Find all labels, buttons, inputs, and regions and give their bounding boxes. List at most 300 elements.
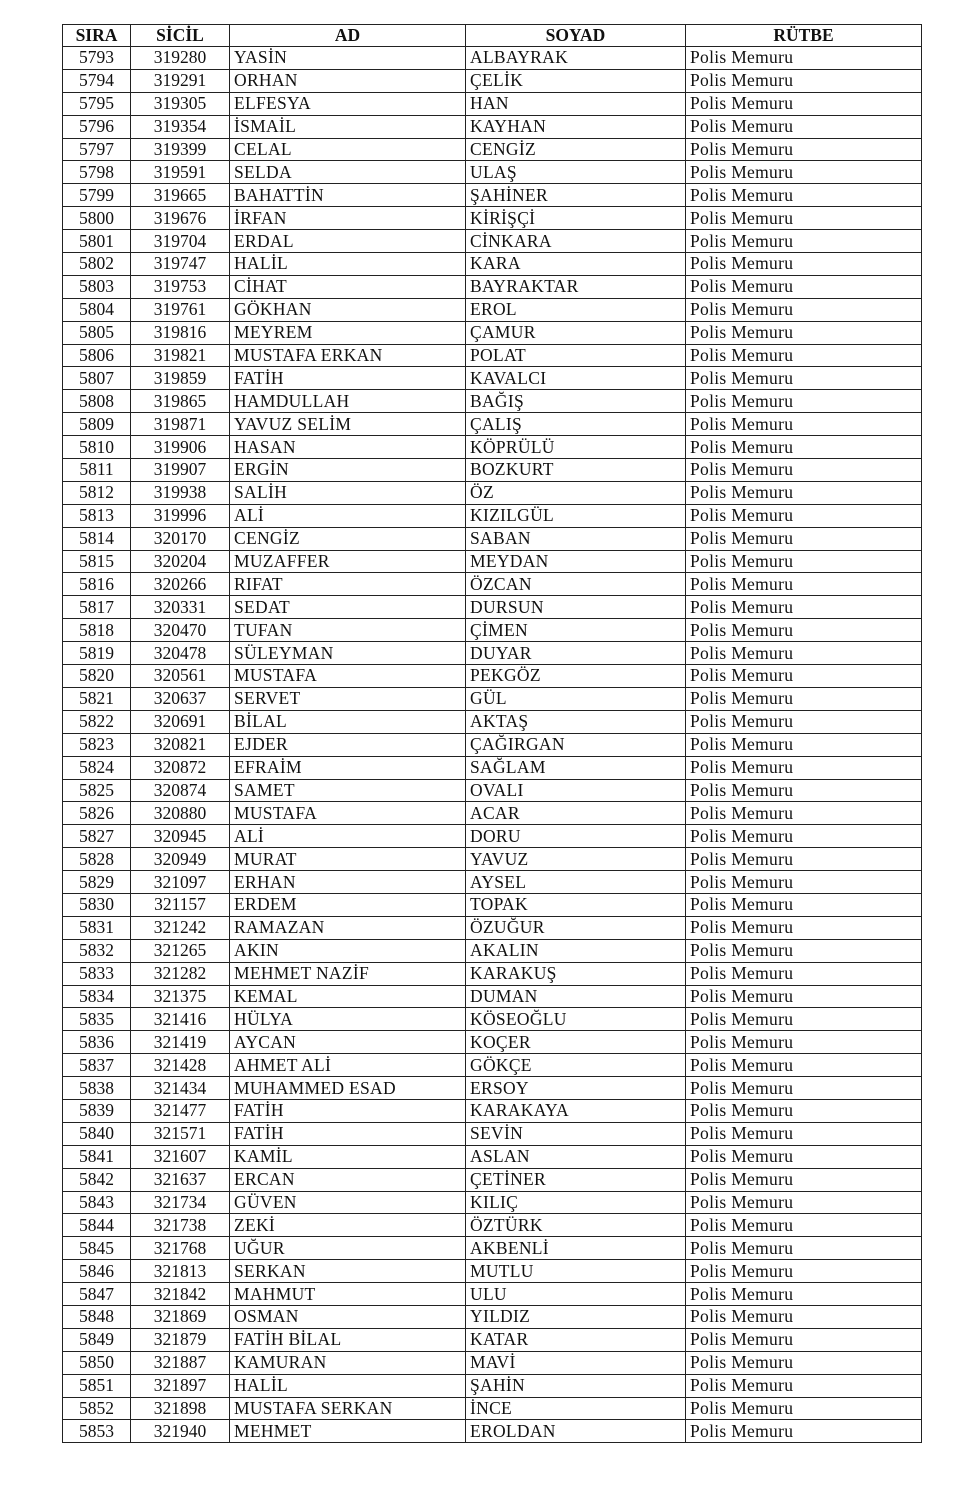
- table-row: [63, 825, 922, 848]
- cell-rutbe: Polis Memuru: [686, 367, 922, 390]
- cell-sicil: 320874: [131, 779, 230, 802]
- table-row: [63, 390, 922, 413]
- cell-ad: İSMAİL: [230, 115, 466, 138]
- cell-rutbe: Polis Memuru: [686, 115, 922, 138]
- cell-sicil: 321887: [131, 1351, 230, 1374]
- cell-sira: 5843: [63, 1191, 131, 1214]
- table-row: [63, 459, 922, 482]
- cell-sira: 5803: [63, 275, 131, 298]
- cell-rutbe: Polis Memuru: [686, 230, 922, 253]
- cell-sicil: 319865: [131, 390, 230, 413]
- cell-sicil: 319761: [131, 298, 230, 321]
- cell-soyad: KAYHAN: [466, 115, 686, 138]
- cell-sicil: 319907: [131, 459, 230, 482]
- cell-ad: AHMET ALİ: [230, 1054, 466, 1077]
- cell-soyad: KÖSEOĞLU: [466, 1008, 686, 1031]
- cell-sicil: 321768: [131, 1237, 230, 1260]
- cell-ad: KAMİL: [230, 1145, 466, 1168]
- cell-ad: HÜLYA: [230, 1008, 466, 1031]
- cell-soyad: İNCE: [466, 1397, 686, 1420]
- cell-rutbe: Polis Memuru: [686, 1214, 922, 1237]
- cell-rutbe: Polis Memuru: [686, 642, 922, 665]
- cell-sira: 5802: [63, 253, 131, 276]
- cell-sira: 5848: [63, 1305, 131, 1328]
- cell-soyad: KARA: [466, 253, 686, 276]
- table-row: [63, 481, 922, 504]
- cell-sira: 5849: [63, 1328, 131, 1351]
- cell-soyad: ÇELİK: [466, 69, 686, 92]
- cell-sira: 5819: [63, 642, 131, 665]
- cell-sira: 5810: [63, 436, 131, 459]
- cell-sicil: 321477: [131, 1099, 230, 1122]
- cell-sicil: 321434: [131, 1077, 230, 1100]
- cell-soyad: MUTLU: [466, 1260, 686, 1283]
- cell-rutbe: Polis Memuru: [686, 275, 922, 298]
- cell-soyad: HAN: [466, 92, 686, 115]
- cell-sicil: 321898: [131, 1397, 230, 1420]
- cell-rutbe: Polis Memuru: [686, 69, 922, 92]
- cell-soyad: ÖZ: [466, 481, 686, 504]
- cell-soyad: MAVİ: [466, 1351, 686, 1374]
- cell-sira: 5816: [63, 573, 131, 596]
- cell-soyad: BOZKURT: [466, 459, 686, 482]
- table-row: [63, 710, 922, 733]
- cell-rutbe: Polis Memuru: [686, 1191, 922, 1214]
- cell-rutbe: Polis Memuru: [686, 1351, 922, 1374]
- table-row: [63, 1099, 922, 1122]
- cell-ad: HALİL: [230, 253, 466, 276]
- table-body: [63, 47, 922, 1443]
- cell-sira: 5822: [63, 710, 131, 733]
- cell-ad: YASİN: [230, 47, 466, 70]
- cell-sira: 5800: [63, 207, 131, 230]
- cell-ad: ERGİN: [230, 459, 466, 482]
- table-row: [63, 985, 922, 1008]
- cell-rutbe: Polis Memuru: [686, 1099, 922, 1122]
- cell-rutbe: Polis Memuru: [686, 344, 922, 367]
- cell-sira: 5836: [63, 1031, 131, 1054]
- table-row: [63, 184, 922, 207]
- cell-rutbe: Polis Memuru: [686, 1397, 922, 1420]
- cell-sira: 5853: [63, 1420, 131, 1443]
- cell-rutbe: Polis Memuru: [686, 1145, 922, 1168]
- cell-sicil: 320872: [131, 756, 230, 779]
- cell-sira: 5831: [63, 916, 131, 939]
- cell-soyad: KARAKUŞ: [466, 962, 686, 985]
- cell-rutbe: Polis Memuru: [686, 825, 922, 848]
- cell-sicil: 320637: [131, 687, 230, 710]
- cell-ad: KAMURAN: [230, 1351, 466, 1374]
- cell-ad: ALİ: [230, 825, 466, 848]
- cell-soyad: YAVUZ: [466, 848, 686, 871]
- cell-rutbe: Polis Memuru: [686, 321, 922, 344]
- table-row: [63, 619, 922, 642]
- table-row: [63, 138, 922, 161]
- cell-soyad: KOÇER: [466, 1031, 686, 1054]
- table-row: [63, 687, 922, 710]
- cell-soyad: PEKGÖZ: [466, 665, 686, 688]
- cell-soyad: KIZILGÜL: [466, 504, 686, 527]
- cell-sira: 5838: [63, 1077, 131, 1100]
- cell-ad: FATİH: [230, 1099, 466, 1122]
- cell-sicil: 320266: [131, 573, 230, 596]
- cell-sira: 5807: [63, 367, 131, 390]
- cell-sira: 5846: [63, 1260, 131, 1283]
- cell-ad: ELFESYA: [230, 92, 466, 115]
- cell-sira: 5828: [63, 848, 131, 871]
- cell-sira: 5818: [63, 619, 131, 642]
- cell-sira: 5804: [63, 298, 131, 321]
- cell-sicil: 319747: [131, 253, 230, 276]
- cell-ad: ERHAN: [230, 871, 466, 894]
- cell-ad: FATİH: [230, 367, 466, 390]
- table-row: [63, 367, 922, 390]
- cell-sira: 5835: [63, 1008, 131, 1031]
- cell-sira: 5825: [63, 779, 131, 802]
- cell-sicil: 321265: [131, 939, 230, 962]
- cell-sira: 5829: [63, 871, 131, 894]
- cell-sicil: 321607: [131, 1145, 230, 1168]
- cell-sicil: 320821: [131, 733, 230, 756]
- cell-sira: 5823: [63, 733, 131, 756]
- cell-ad: SÜLEYMAN: [230, 642, 466, 665]
- cell-sira: 5813: [63, 504, 131, 527]
- cell-soyad: ÇETİNER: [466, 1168, 686, 1191]
- cell-ad: YAVUZ SELİM: [230, 413, 466, 436]
- personnel-table: [62, 24, 922, 1443]
- cell-sira: 5839: [63, 1099, 131, 1122]
- cell-rutbe: Polis Memuru: [686, 138, 922, 161]
- cell-sicil: 320945: [131, 825, 230, 848]
- cell-soyad: BAĞIŞ: [466, 390, 686, 413]
- table-row: [63, 344, 922, 367]
- table-row: [63, 871, 922, 894]
- table-row: [63, 1374, 922, 1397]
- cell-soyad: YILDIZ: [466, 1305, 686, 1328]
- cell-sicil: 321375: [131, 985, 230, 1008]
- table-row: [63, 115, 922, 138]
- cell-sicil: 321428: [131, 1054, 230, 1077]
- cell-soyad: POLAT: [466, 344, 686, 367]
- table-row: [63, 436, 922, 459]
- table-row: [63, 1008, 922, 1031]
- cell-soyad: AKBENLİ: [466, 1237, 686, 1260]
- cell-rutbe: Polis Memuru: [686, 481, 922, 504]
- cell-sira: 5808: [63, 390, 131, 413]
- cell-rutbe: Polis Memuru: [686, 1260, 922, 1283]
- cell-ad: EJDER: [230, 733, 466, 756]
- cell-ad: RAMAZAN: [230, 916, 466, 939]
- table-row: [63, 779, 922, 802]
- cell-ad: SAMET: [230, 779, 466, 802]
- cell-ad: CENGİZ: [230, 527, 466, 550]
- cell-sira: 5795: [63, 92, 131, 115]
- cell-sicil: 319704: [131, 230, 230, 253]
- table-row: [63, 939, 922, 962]
- cell-ad: HALİL: [230, 1374, 466, 1397]
- cell-rutbe: Polis Memuru: [686, 1122, 922, 1145]
- cell-rutbe: Polis Memuru: [686, 184, 922, 207]
- cell-ad: ORHAN: [230, 69, 466, 92]
- cell-sicil: 321282: [131, 962, 230, 985]
- table-row: [63, 573, 922, 596]
- cell-rutbe: Polis Memuru: [686, 1031, 922, 1054]
- cell-sira: 5851: [63, 1374, 131, 1397]
- cell-sira: 5827: [63, 825, 131, 848]
- cell-sicil: 321157: [131, 893, 230, 916]
- table-row: [63, 848, 922, 871]
- cell-rutbe: Polis Memuru: [686, 1054, 922, 1077]
- cell-rutbe: Polis Memuru: [686, 436, 922, 459]
- cell-sira: 5850: [63, 1351, 131, 1374]
- table-row: [63, 1031, 922, 1054]
- cell-soyad: ERSOY: [466, 1077, 686, 1100]
- cell-sicil: 319354: [131, 115, 230, 138]
- table-row: [63, 1260, 922, 1283]
- cell-sira: 5834: [63, 985, 131, 1008]
- cell-sicil: 320331: [131, 596, 230, 619]
- cell-ad: SERVET: [230, 687, 466, 710]
- table-row: [63, 962, 922, 985]
- table-row: [63, 665, 922, 688]
- cell-sicil: 320880: [131, 802, 230, 825]
- cell-sicil: 319821: [131, 344, 230, 367]
- cell-ad: MEYREM: [230, 321, 466, 344]
- table-row: [63, 916, 922, 939]
- cell-sicil: 319399: [131, 138, 230, 161]
- cell-ad: GÜVEN: [230, 1191, 466, 1214]
- cell-ad: MUZAFFER: [230, 550, 466, 573]
- cell-sicil: 319816: [131, 321, 230, 344]
- cell-sicil: 320470: [131, 619, 230, 642]
- cell-rutbe: Polis Memuru: [686, 459, 922, 482]
- cell-rutbe: Polis Memuru: [686, 161, 922, 184]
- cell-sira: 5798: [63, 161, 131, 184]
- cell-soyad: SABAN: [466, 527, 686, 550]
- cell-sicil: 321738: [131, 1214, 230, 1237]
- cell-rutbe: Polis Memuru: [686, 573, 922, 596]
- cell-sira: 5801: [63, 230, 131, 253]
- cell-rutbe: Polis Memuru: [686, 985, 922, 1008]
- cell-sira: 5796: [63, 115, 131, 138]
- cell-rutbe: Polis Memuru: [686, 939, 922, 962]
- cell-sicil: 321571: [131, 1122, 230, 1145]
- cell-ad: ALİ: [230, 504, 466, 527]
- cell-soyad: KATAR: [466, 1328, 686, 1351]
- cell-rutbe: Polis Memuru: [686, 871, 922, 894]
- cell-soyad: KİRİŞÇİ: [466, 207, 686, 230]
- cell-soyad: GÖKÇE: [466, 1054, 686, 1077]
- cell-ad: SERKAN: [230, 1260, 466, 1283]
- cell-ad: ERDAL: [230, 230, 466, 253]
- table-row: [63, 47, 922, 70]
- cell-sicil: 321940: [131, 1420, 230, 1443]
- cell-soyad: ALBAYRAK: [466, 47, 686, 70]
- cell-ad: MUSTAFA ERKAN: [230, 344, 466, 367]
- cell-sicil: 319676: [131, 207, 230, 230]
- cell-sira: 5809: [63, 413, 131, 436]
- table-row: [63, 1145, 922, 1168]
- cell-ad: CELAL: [230, 138, 466, 161]
- table-row: [63, 1214, 922, 1237]
- cell-soyad: SAĞLAM: [466, 756, 686, 779]
- cell-sira: 5821: [63, 687, 131, 710]
- cell-rutbe: Polis Memuru: [686, 848, 922, 871]
- cell-rutbe: Polis Memuru: [686, 756, 922, 779]
- table-row: [63, 1077, 922, 1100]
- cell-sicil: 321637: [131, 1168, 230, 1191]
- cell-rutbe: Polis Memuru: [686, 1008, 922, 1031]
- cell-sicil: 319859: [131, 367, 230, 390]
- cell-sicil: 319280: [131, 47, 230, 70]
- cell-rutbe: Polis Memuru: [686, 550, 922, 573]
- cell-rutbe: Polis Memuru: [686, 47, 922, 70]
- table-row: [63, 207, 922, 230]
- cell-rutbe: Polis Memuru: [686, 596, 922, 619]
- cell-soyad: MEYDAN: [466, 550, 686, 573]
- cell-sira: 5814: [63, 527, 131, 550]
- header-soyad: SOYAD: [466, 25, 686, 47]
- cell-ad: SALİH: [230, 481, 466, 504]
- cell-sira: 5841: [63, 1145, 131, 1168]
- cell-ad: HASAN: [230, 436, 466, 459]
- cell-sicil: 319753: [131, 275, 230, 298]
- cell-sira: 5812: [63, 481, 131, 504]
- cell-ad: ERDEM: [230, 893, 466, 916]
- table-row: [63, 1283, 922, 1306]
- table-row: [63, 802, 922, 825]
- cell-sicil: 319305: [131, 92, 230, 115]
- cell-soyad: CENGİZ: [466, 138, 686, 161]
- table-row: [63, 596, 922, 619]
- cell-soyad: EROL: [466, 298, 686, 321]
- table-row: [63, 1397, 922, 1420]
- header-sicil: SİCİL: [131, 25, 230, 47]
- cell-sicil: 319665: [131, 184, 230, 207]
- cell-sira: 5794: [63, 69, 131, 92]
- cell-rutbe: Polis Memuru: [686, 1328, 922, 1351]
- cell-ad: MUHAMMED ESAD: [230, 1077, 466, 1100]
- cell-sira: 5844: [63, 1214, 131, 1237]
- cell-rutbe: Polis Memuru: [686, 710, 922, 733]
- cell-soyad: DUMAN: [466, 985, 686, 1008]
- cell-sicil: 319938: [131, 481, 230, 504]
- table-row: [63, 642, 922, 665]
- table-row: [63, 1351, 922, 1374]
- cell-soyad: ULU: [466, 1283, 686, 1306]
- cell-ad: SEDAT: [230, 596, 466, 619]
- table-row: [63, 298, 922, 321]
- cell-sira: 5799: [63, 184, 131, 207]
- cell-sicil: 319906: [131, 436, 230, 459]
- table-row: [63, 161, 922, 184]
- cell-sicil: 319996: [131, 504, 230, 527]
- cell-sira: 5842: [63, 1168, 131, 1191]
- cell-soyad: TOPAK: [466, 893, 686, 916]
- cell-rutbe: Polis Memuru: [686, 619, 922, 642]
- table-row: [63, 69, 922, 92]
- cell-soyad: DORU: [466, 825, 686, 848]
- cell-rutbe: Polis Memuru: [686, 779, 922, 802]
- cell-soyad: ŞAHİN: [466, 1374, 686, 1397]
- cell-sicil: 320949: [131, 848, 230, 871]
- table-row: [63, 1237, 922, 1260]
- cell-soyad: ACAR: [466, 802, 686, 825]
- cell-rutbe: Polis Memuru: [686, 253, 922, 276]
- cell-sira: 5793: [63, 47, 131, 70]
- cell-sira: 5797: [63, 138, 131, 161]
- cell-ad: İRFAN: [230, 207, 466, 230]
- cell-sicil: 321897: [131, 1374, 230, 1397]
- cell-soyad: ÇAMUR: [466, 321, 686, 344]
- cell-sicil: 320478: [131, 642, 230, 665]
- cell-soyad: ŞAHİNER: [466, 184, 686, 207]
- cell-rutbe: Polis Memuru: [686, 802, 922, 825]
- cell-ad: FATİH: [230, 1122, 466, 1145]
- table-row: [63, 1191, 922, 1214]
- cell-rutbe: Polis Memuru: [686, 504, 922, 527]
- cell-sicil: 321879: [131, 1328, 230, 1351]
- cell-ad: MUSTAFA: [230, 665, 466, 688]
- table-row: [63, 733, 922, 756]
- table-row: [63, 1305, 922, 1328]
- cell-rutbe: Polis Memuru: [686, 962, 922, 985]
- cell-sira: 5845: [63, 1237, 131, 1260]
- cell-sira: 5806: [63, 344, 131, 367]
- cell-sicil: 321813: [131, 1260, 230, 1283]
- cell-soyad: GÜL: [466, 687, 686, 710]
- cell-soyad: AYSEL: [466, 871, 686, 894]
- cell-ad: RIFAT: [230, 573, 466, 596]
- cell-soyad: KAVALCI: [466, 367, 686, 390]
- cell-ad: FATİH BİLAL: [230, 1328, 466, 1351]
- cell-ad: UĞUR: [230, 1237, 466, 1260]
- cell-soyad: ÇİMEN: [466, 619, 686, 642]
- cell-soyad: ASLAN: [466, 1145, 686, 1168]
- table-row: [63, 756, 922, 779]
- cell-ad: EFRAİM: [230, 756, 466, 779]
- cell-sira: 5830: [63, 893, 131, 916]
- cell-soyad: KILIÇ: [466, 1191, 686, 1214]
- cell-ad: BAHATTİN: [230, 184, 466, 207]
- cell-soyad: DUYAR: [466, 642, 686, 665]
- cell-rutbe: Polis Memuru: [686, 1374, 922, 1397]
- cell-soyad: ÖZCAN: [466, 573, 686, 596]
- cell-rutbe: Polis Memuru: [686, 413, 922, 436]
- cell-sira: 5820: [63, 665, 131, 688]
- cell-ad: ZEKİ: [230, 1214, 466, 1237]
- cell-ad: MEHMET: [230, 1420, 466, 1443]
- cell-soyad: CİNKARA: [466, 230, 686, 253]
- cell-sira: 5847: [63, 1283, 131, 1306]
- cell-ad: ERCAN: [230, 1168, 466, 1191]
- cell-soyad: KARAKAYA: [466, 1099, 686, 1122]
- cell-ad: GÖKHAN: [230, 298, 466, 321]
- cell-sira: 5824: [63, 756, 131, 779]
- cell-rutbe: Polis Memuru: [686, 1077, 922, 1100]
- cell-sicil: 320561: [131, 665, 230, 688]
- cell-rutbe: Polis Memuru: [686, 1237, 922, 1260]
- cell-soyad: DURSUN: [466, 596, 686, 619]
- table-row: [63, 1054, 922, 1077]
- header-row: [63, 25, 922, 47]
- cell-rutbe: Polis Memuru: [686, 665, 922, 688]
- cell-rutbe: Polis Memuru: [686, 1305, 922, 1328]
- cell-sicil: 321869: [131, 1305, 230, 1328]
- table-row: [63, 1420, 922, 1443]
- cell-sira: 5837: [63, 1054, 131, 1077]
- cell-sicil: 321419: [131, 1031, 230, 1054]
